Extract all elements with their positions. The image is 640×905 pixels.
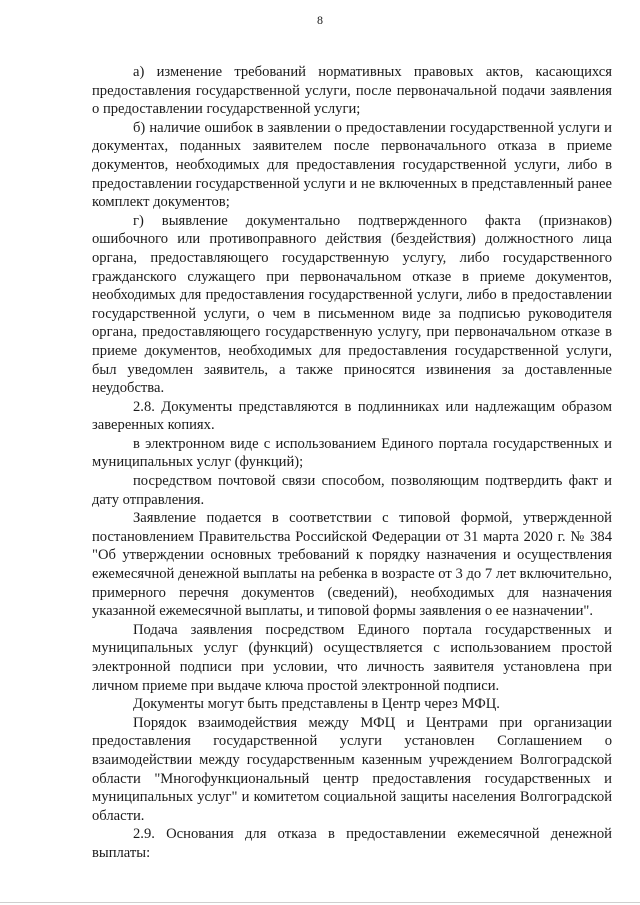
paragraph-a: а) изменение требований нормативных правовых актов, касающихся предоставления государственной услуги, после первоначальной подачи заявления о предоставлении государственной услуги; — [92, 64, 612, 118]
document-body — [92, 63, 612, 863]
paragraph-mfc-documents: Документы могут быть представлены в Центр через МФЦ. — [133, 696, 500, 713]
paragraph-b: б) наличие ошибок в заявлении о предоставлении государственной услуги и документах, поданных заявителем после первоначального отказа в приеме документов, необходимых для предоставления государственной услуги, либо в предоставлении государственной услуги и не включенных в представленный ранее комплект документов; — [92, 119, 612, 211]
scan-edge-divider — [0, 902, 640, 903]
page-number: 8 — [317, 13, 323, 27]
paragraph-electronic: в электронном виде с использованием Единого портала государственных и муниципальных услуг (функций); — [92, 435, 612, 471]
paragraph-portal-submission: Подача заявления посредством Единого портала государственных и муниципальных услуг (функций) осуществляется с использованием простой электронной подписи при условии, что личность заявителя установлена при личном приеме при выдаче ключа простой электронной подписи. — [92, 621, 612, 694]
paragraph-application-form: Заявление подается в соответствии с типовой формой, утвержденной постановлением Правительства Российской Федерации от 31 марта 2020 г. № 384 "Об утверждении основных требований к порядку назначения и осуществления ежемесячной денежной выплаты на ребенка в возрасте от 3 до 7 лет включительно, примерного перечня документов (сведений), необходимых для назначения указанной ежемесячной выплаты, и типовой формы заявления о ее назначении". — [92, 510, 612, 620]
paragraph-2-9: 2.9. Основания для отказа в предоставлении ежемесячной денежной выплаты: — [92, 826, 612, 861]
paragraph-mfc-interaction: Порядок взаимодействия между МФЦ и Центрами при организации предоставления государственной услуги установлен Соглашением о взаимодействии между государственным казенным учреждением Волгоградской области "Многофункциональный центр предоставления государственных и муниципальных услуг" и комитетом социальной защиты населения Волгоградской области. — [92, 714, 612, 824]
paragraph-postal: посредством почтовой связи способом, позволяющим подтвердить факт и дату отправления. — [92, 473, 612, 508]
paragraph-g: г) выявление документально подтвержденного факта (признаков) ошибочного или противоправного действия (бездействия) должностного лица органа, предоставляющего государственную услугу, либо государственного гражданского служащего при первоначальном отказе в приеме документов, необходимых для предоставления государственной услуги, либо в предоставлении государственной услуги, о чем в письменном виде за подписью руководителя органа, предоставляющего государственную услугу, при первоначальном отказе в приеме документов, необходимых для предоставления государственной услуги, был уведомлен заявитель, а также приносятся извинения за доставленные неудобства. — [92, 212, 612, 397]
paragraph-2-8: 2.8. Документы представляются в подлинниках или надлежащим образом заверенных копиях. — [92, 398, 612, 434]
